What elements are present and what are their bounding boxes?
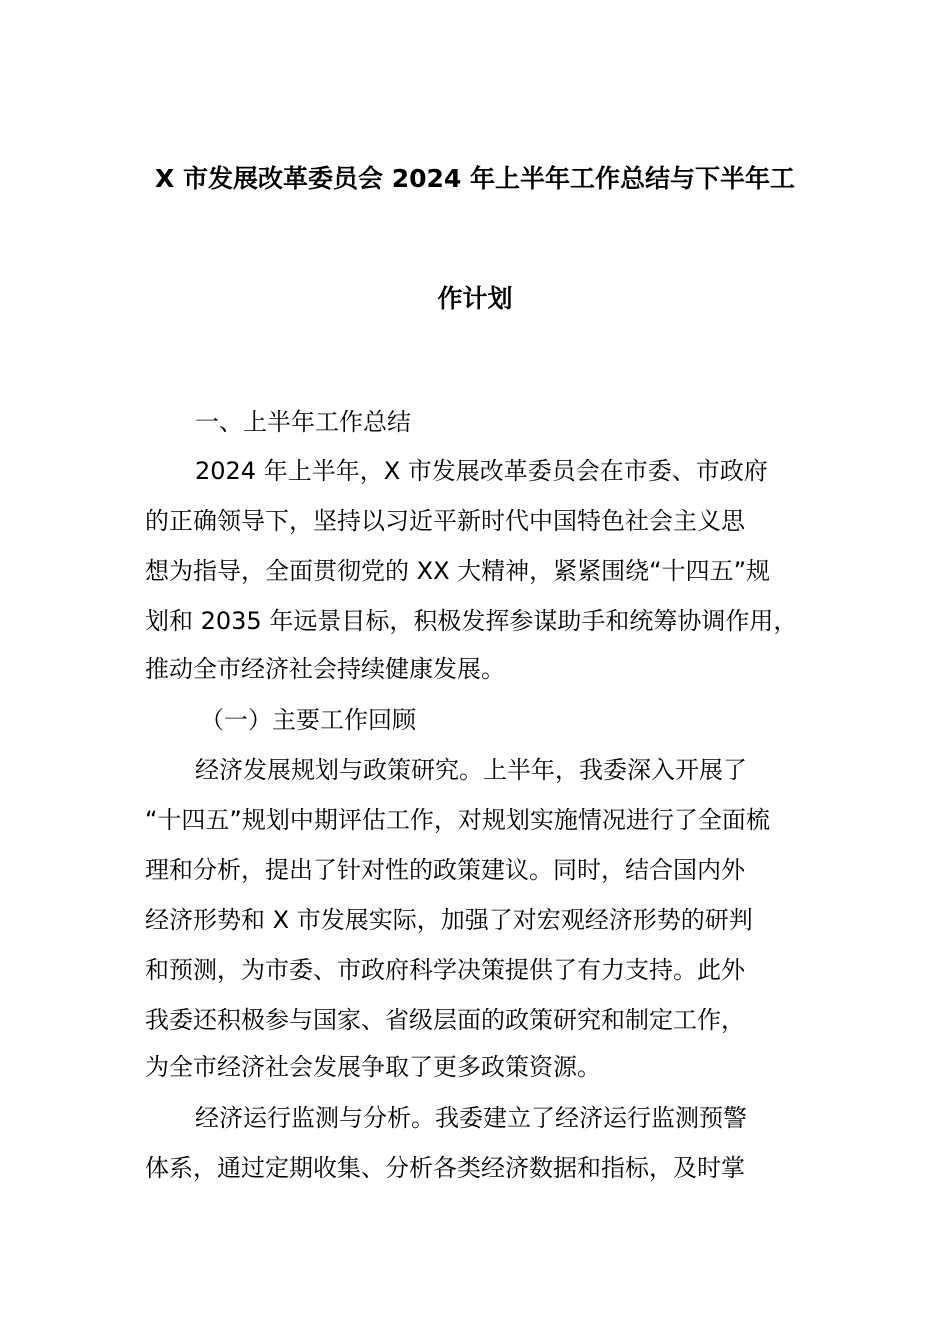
paragraph-line: “十四五”规划中期评估工作，对规划实施情况进行了全面梳 (145, 806, 770, 834)
paragraph-line: 经济发展规划与政策研究。上半年，我委深入开展了 (195, 756, 747, 784)
section-heading-2: （一）主要工作回顾 (200, 706, 416, 734)
section-heading-1: 一、上半年工作总结 (195, 408, 411, 436)
paragraph-line: 经济运行监测与分析。我委建立了经济运行监测预警 (195, 1104, 747, 1132)
paragraph-line: 2024 年上半年，X 市发展改革委员会在市委、市政府 (195, 457, 768, 485)
paragraph-line: 我委还积极参与国家、省级层面的政策研究和制定工作， (145, 1006, 745, 1034)
paragraph-line: 想为指导，全面贯彻党的 XX 大精神，紧紧围绕“十四五”规 (145, 557, 771, 585)
paragraph-line: 和预测，为市委、市政府科学决策提供了有力支持。此外 (145, 956, 745, 984)
paragraph-line: 为全市经济社会发展争取了更多政策资源。 (145, 1053, 601, 1081)
paragraph-line: 推动全市经济社会持续健康发展。 (145, 655, 505, 683)
paragraph-line: 体系，通过定期收集、分析各类经济数据和指标，及时掌 (145, 1154, 745, 1182)
paragraph-line: 经济形势和 X 市发展实际，加强了对宏观经济形势的研判 (145, 906, 753, 934)
paragraph-line: 的正确领导下，坚持以习近平新时代中国特色社会主义思 (145, 507, 745, 535)
paragraph-line: 理和分析，提出了针对性的政策建议。同时，结合国内外 (145, 856, 745, 884)
document-title-line-2: 作计划 (437, 284, 513, 313)
document-title-line-1: X 市发展改革委员会 2024 年上半年工作总结与下半年工 (155, 164, 795, 193)
paragraph-line: 划和 2035 年远景目标，积极发挥参谋助手和统筹协调作用， (145, 607, 798, 635)
